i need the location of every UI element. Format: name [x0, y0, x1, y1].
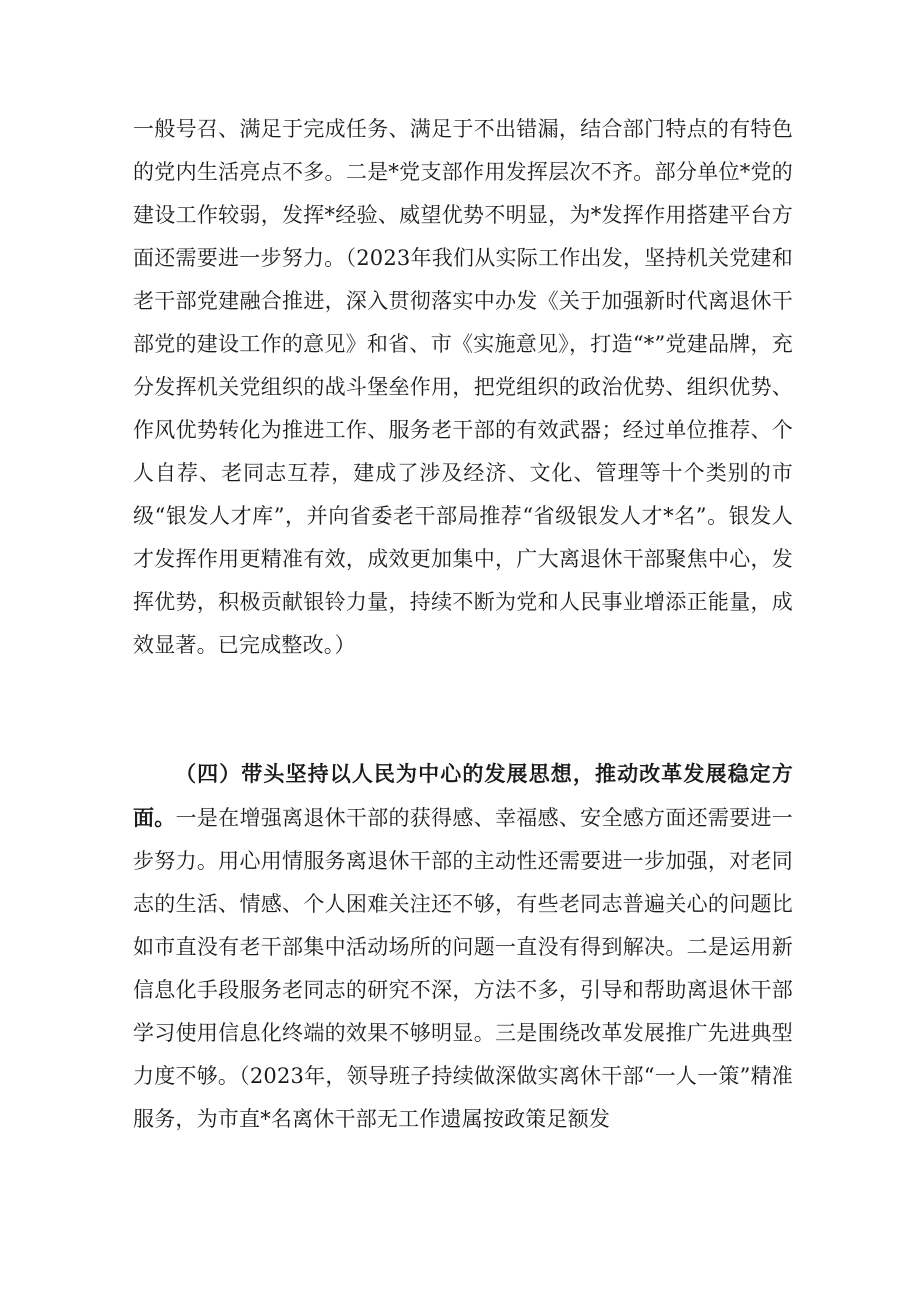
- paragraph-2-text: 一是在增强离退休干部的获得感、幸福感、安全感方面还需要进一步努力。用心用情服务离退休干部的主动性还需要进一步加强，对老同志的生活、情感、个人困难关注还不够，有些老同志普遍关心的问题比如市直没有老干部集中活动场所的问题一直没有得到解决。二是运用新信息化手段服务老同志的研究不深，方法不多，引导和帮助离退休干部学习使用信息化终端的效果不够明显。三是围绕改革发展推广先进典型力度不够。（2023年，领导班子持续做深做实离休干部“一人一策”精准服务，为市直*名离休干部无工作遗属按政策足额发: [133, 806, 793, 1131]
- paragraph-1-text: 一般号召、满足于完成任务、满足于不出错漏，结合部门特点的有特色的党内生活亮点不多。二是*党支部作用发挥层次不齐。部分单位*党的建设工作较弱，发挥*经验、威望优势不明显，为*发挥作用搭建平台方面还需要进一步努力。（2023年我们从实际工作出发，坚持机关党建和老干部党建融合推进，深入贯彻落实中办发《关于加强新时代离退休干部党的建设工作的意见》和省、市《实施意见》，打造“*”党建品牌，充分发挥机关党组织的战斗堡垒作用，把党组织的政治优势、组织优势、作风优势转化为推进工作、服务老干部的有效武器；经过单位推荐、个人自荐、老同志互荐，建成了涉及经济、文化、管理等十个类别的市级“银发人才库”，并向省委老干部局推荐“省级银发人才*名”。银发人才发挥作用更精准有效，成效更加集中，广大离退休干部聚焦中心，发挥优势，积极贡献银铃力量，持续不断为党和人民事业增添正能量，成效显著。已完成整改。）: [133, 117, 793, 657]
- paragraph-2: [133, 752, 793, 1141]
- section-heading: （四）带头坚持以人民为中心的发展思想，推动改革发展稳定方面。: [133, 761, 793, 830]
- paragraph-1: [133, 108, 793, 667]
